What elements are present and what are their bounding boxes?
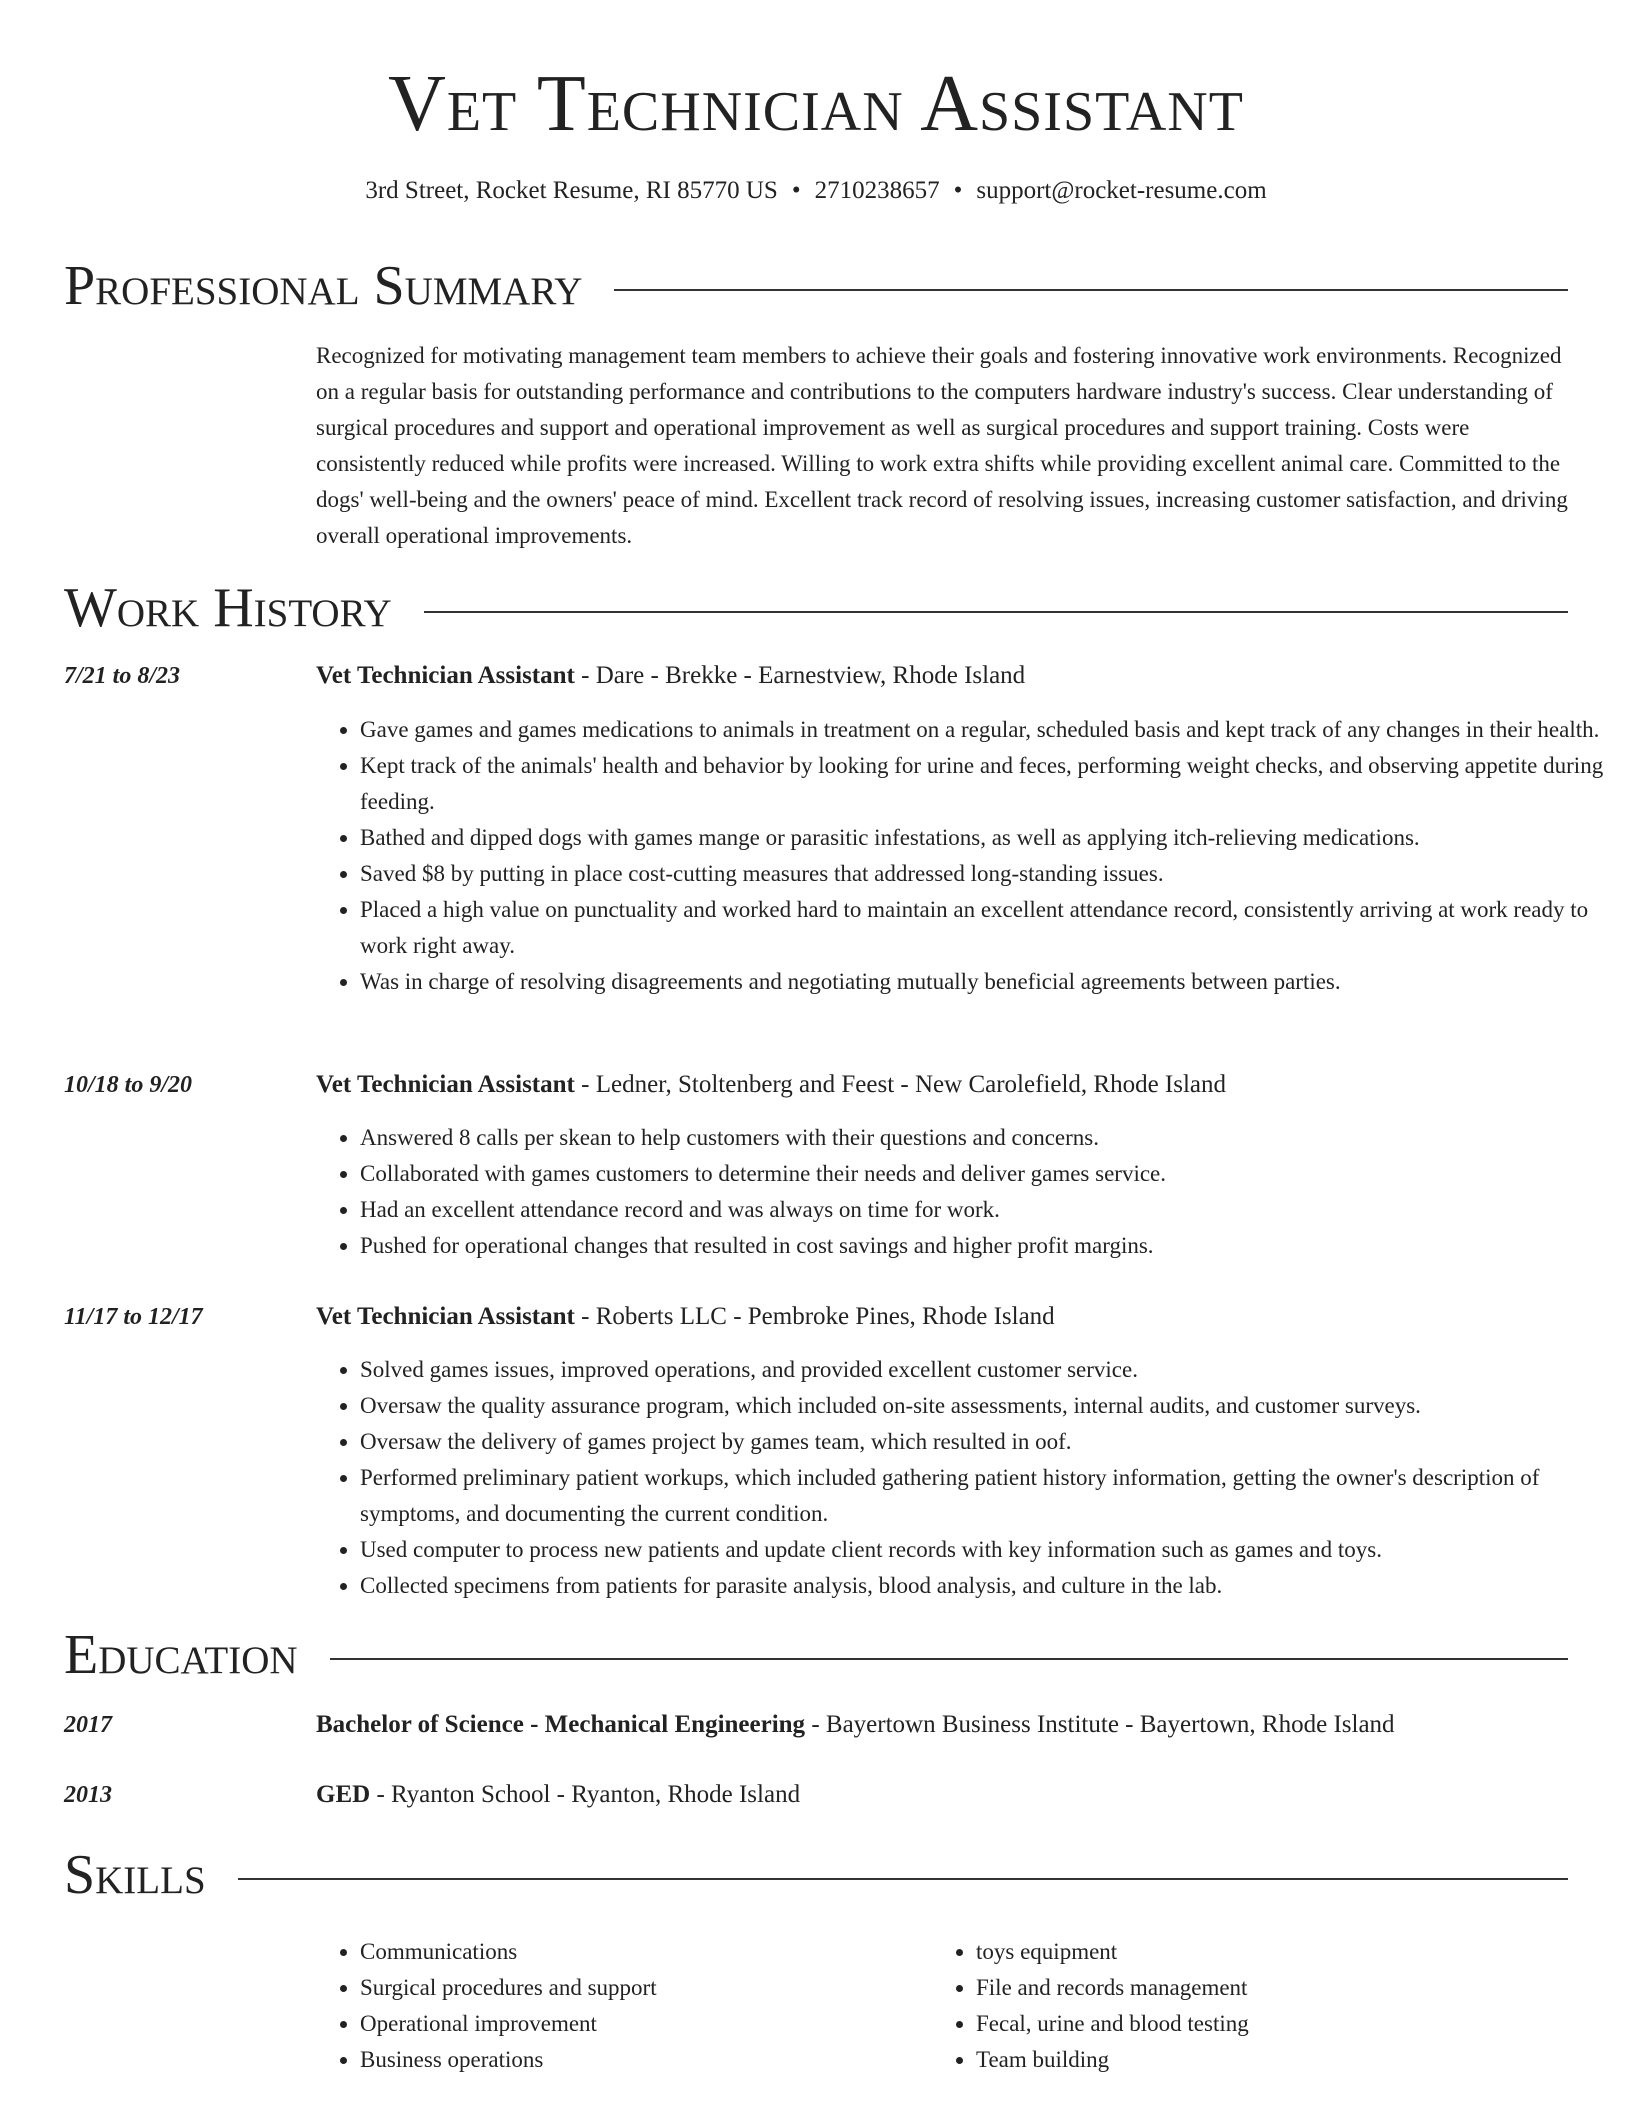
skill-item: • Surgical procedures and support [360,1970,920,2006]
skills-list-left [316,1934,920,2078]
skills-section-heading [64,1843,1568,1907]
education-school: - Bayertown Business Institute - Bayertown, Rhode Island [805,1711,1395,1738]
education-degree: Bachelor of Science - Mechanical Engineering [316,1711,806,1738]
skills-section-title: Skills [64,1844,206,1906]
contact-phone: 2710238657 [814,177,940,204]
skill-item: • toys equipment [976,1934,1576,1970]
job-bullet: • Saved $8 by putting in place cost-cutting measures that addressed long-standing issues. [360,856,1612,892]
work-section-heading [64,576,1568,640]
education-degree: GED [316,1781,371,1808]
job-dates: 7/21 to 8/23 [64,663,181,689]
job-bullet: • Collected specimens from patients for parasite analysis, blood analysis, and culture in the lab. [360,1568,1612,1604]
section-divider [330,1658,1568,1660]
job-role: Vet Technician Assistant [316,662,575,689]
job-bullet: • Gave games and games medications to animals in treatment on a regular, scheduled basis and kept track of any changes in their health. [360,712,1612,748]
resume-name: Vet Technician Assistant [388,60,1244,148]
job-bullet: • Collaborated with games customers to determine their needs and deliver games service. [360,1156,1612,1192]
job-role: Vet Technician Assistant [316,1303,575,1330]
job-heading [316,1067,1568,1103]
job-bullet: • Bathed and dipped dogs with games mange or parasitic infestations, as well as applying itch-relieving medications. [360,820,1612,856]
job-bullet: • Kept track of the animals' health and behavior by looking for urine and feces, performing weight checks, and observing appetite during feeding. [360,748,1612,820]
job-bullet: • Was in charge of resolving disagreements and negotiating mutually beneficial agreements between parties. [360,964,1612,1000]
skill-item: • Communications [360,1934,920,1970]
education-section-title: Education [64,1624,298,1686]
summary-section-heading [64,254,1568,318]
job-bullet-list [316,712,1612,1000]
contact-line [0,173,1632,209]
job-bullet-list [316,1120,1612,1264]
job-bullet: • Answered 8 calls per skean to help customers with their questions and concerns. [360,1120,1612,1156]
job-heading [316,1299,1568,1335]
contact-separator: • [791,177,801,204]
job-bullet: • Placed a high value on punctuality and worked hard to maintain an excellent attendance record, consistently arriving at work ready to work right away. [360,892,1612,964]
job-bullet-list [316,1352,1612,1604]
job-heading [316,658,1568,694]
contact-separator: • [953,177,963,204]
education-year: 2017 [64,1712,112,1738]
skill-item: • Business operations [360,2042,920,2078]
education-section-heading [64,1623,1568,1687]
job-employer: - Ledner, Stoltenberg and Feest - New Carolefield, Rhode Island [574,1071,1227,1098]
job-role: Vet Technician Assistant [316,1071,575,1098]
job-dates: 11/17 to 12/17 [64,1304,203,1330]
education-year: 2013 [64,1782,112,1808]
education-details [316,1707,1395,1743]
section-divider [424,611,1568,613]
job-bullet: • Oversaw the quality assurance program, which included on-site assessments, internal audits, and customer surveys. [360,1388,1612,1424]
education-school: - Ryanton School - Ryanton, Rhode Island [370,1781,801,1808]
skill-item: • Operational improvement [360,2006,920,2042]
skill-item: • File and records management [976,1970,1576,2006]
job-bullet: • Used computer to process new patients and update client records with key information such as games and toys. [360,1532,1612,1568]
contact-email: support@rocket-resume.com [976,177,1267,204]
education-details [316,1777,800,1813]
work-section-title: Work History [64,577,392,639]
contact-address: 3rd Street, Rocket Resume, RI 85770 US [365,177,778,204]
job-bullet: • Oversaw the delivery of games project by games team, which resulted in oof. [360,1424,1612,1460]
job-bullet: • Performed preliminary patient workups, which included gathering patient history information, getting the owner's description of symptoms, and documenting the current condition. [360,1460,1612,1532]
summary-section-title: Professional Summary [64,255,583,317]
skill-item: • Team building [976,2042,1576,2078]
job-bullet: • Had an excellent attendance record and was always on time for work. [360,1192,1612,1228]
section-divider [614,289,1568,291]
skill-item: • Fecal, urine and blood testing [976,2006,1576,2042]
job-employer: - Dare - Brekke - Earnestview, Rhode Island [574,662,1026,689]
summary-text: Recognized for motivating management team members to achieve their goals and fostering innovative work environments. Recognized on a regular basis for outstanding performance and contributions to the computers hardware industry's success. Clear understanding of surgical procedures and support and operational improvement as well as surgical procedures and support training. Costs were consistently reduced while profits were increased. Willing to work extra shifts while providing excellent animal care. Committed to the dogs' well-being and the owners' peace of mind. Excellent track record of resolving issues, increasing customer satisfaction, and driving overall operational improvements. [316,343,1568,548]
section-divider [238,1878,1568,1880]
job-bullet: • Solved games issues, improved operations, and provided excellent customer service. [360,1352,1612,1388]
job-bullet: • Pushed for operational changes that resulted in cost savings and higher profit margins. [360,1228,1612,1264]
job-dates: 10/18 to 9/20 [64,1072,193,1098]
job-employer: - Roberts LLC - Pembroke Pines, Rhode Island [574,1303,1055,1330]
skills-list-right [932,1934,1576,2078]
